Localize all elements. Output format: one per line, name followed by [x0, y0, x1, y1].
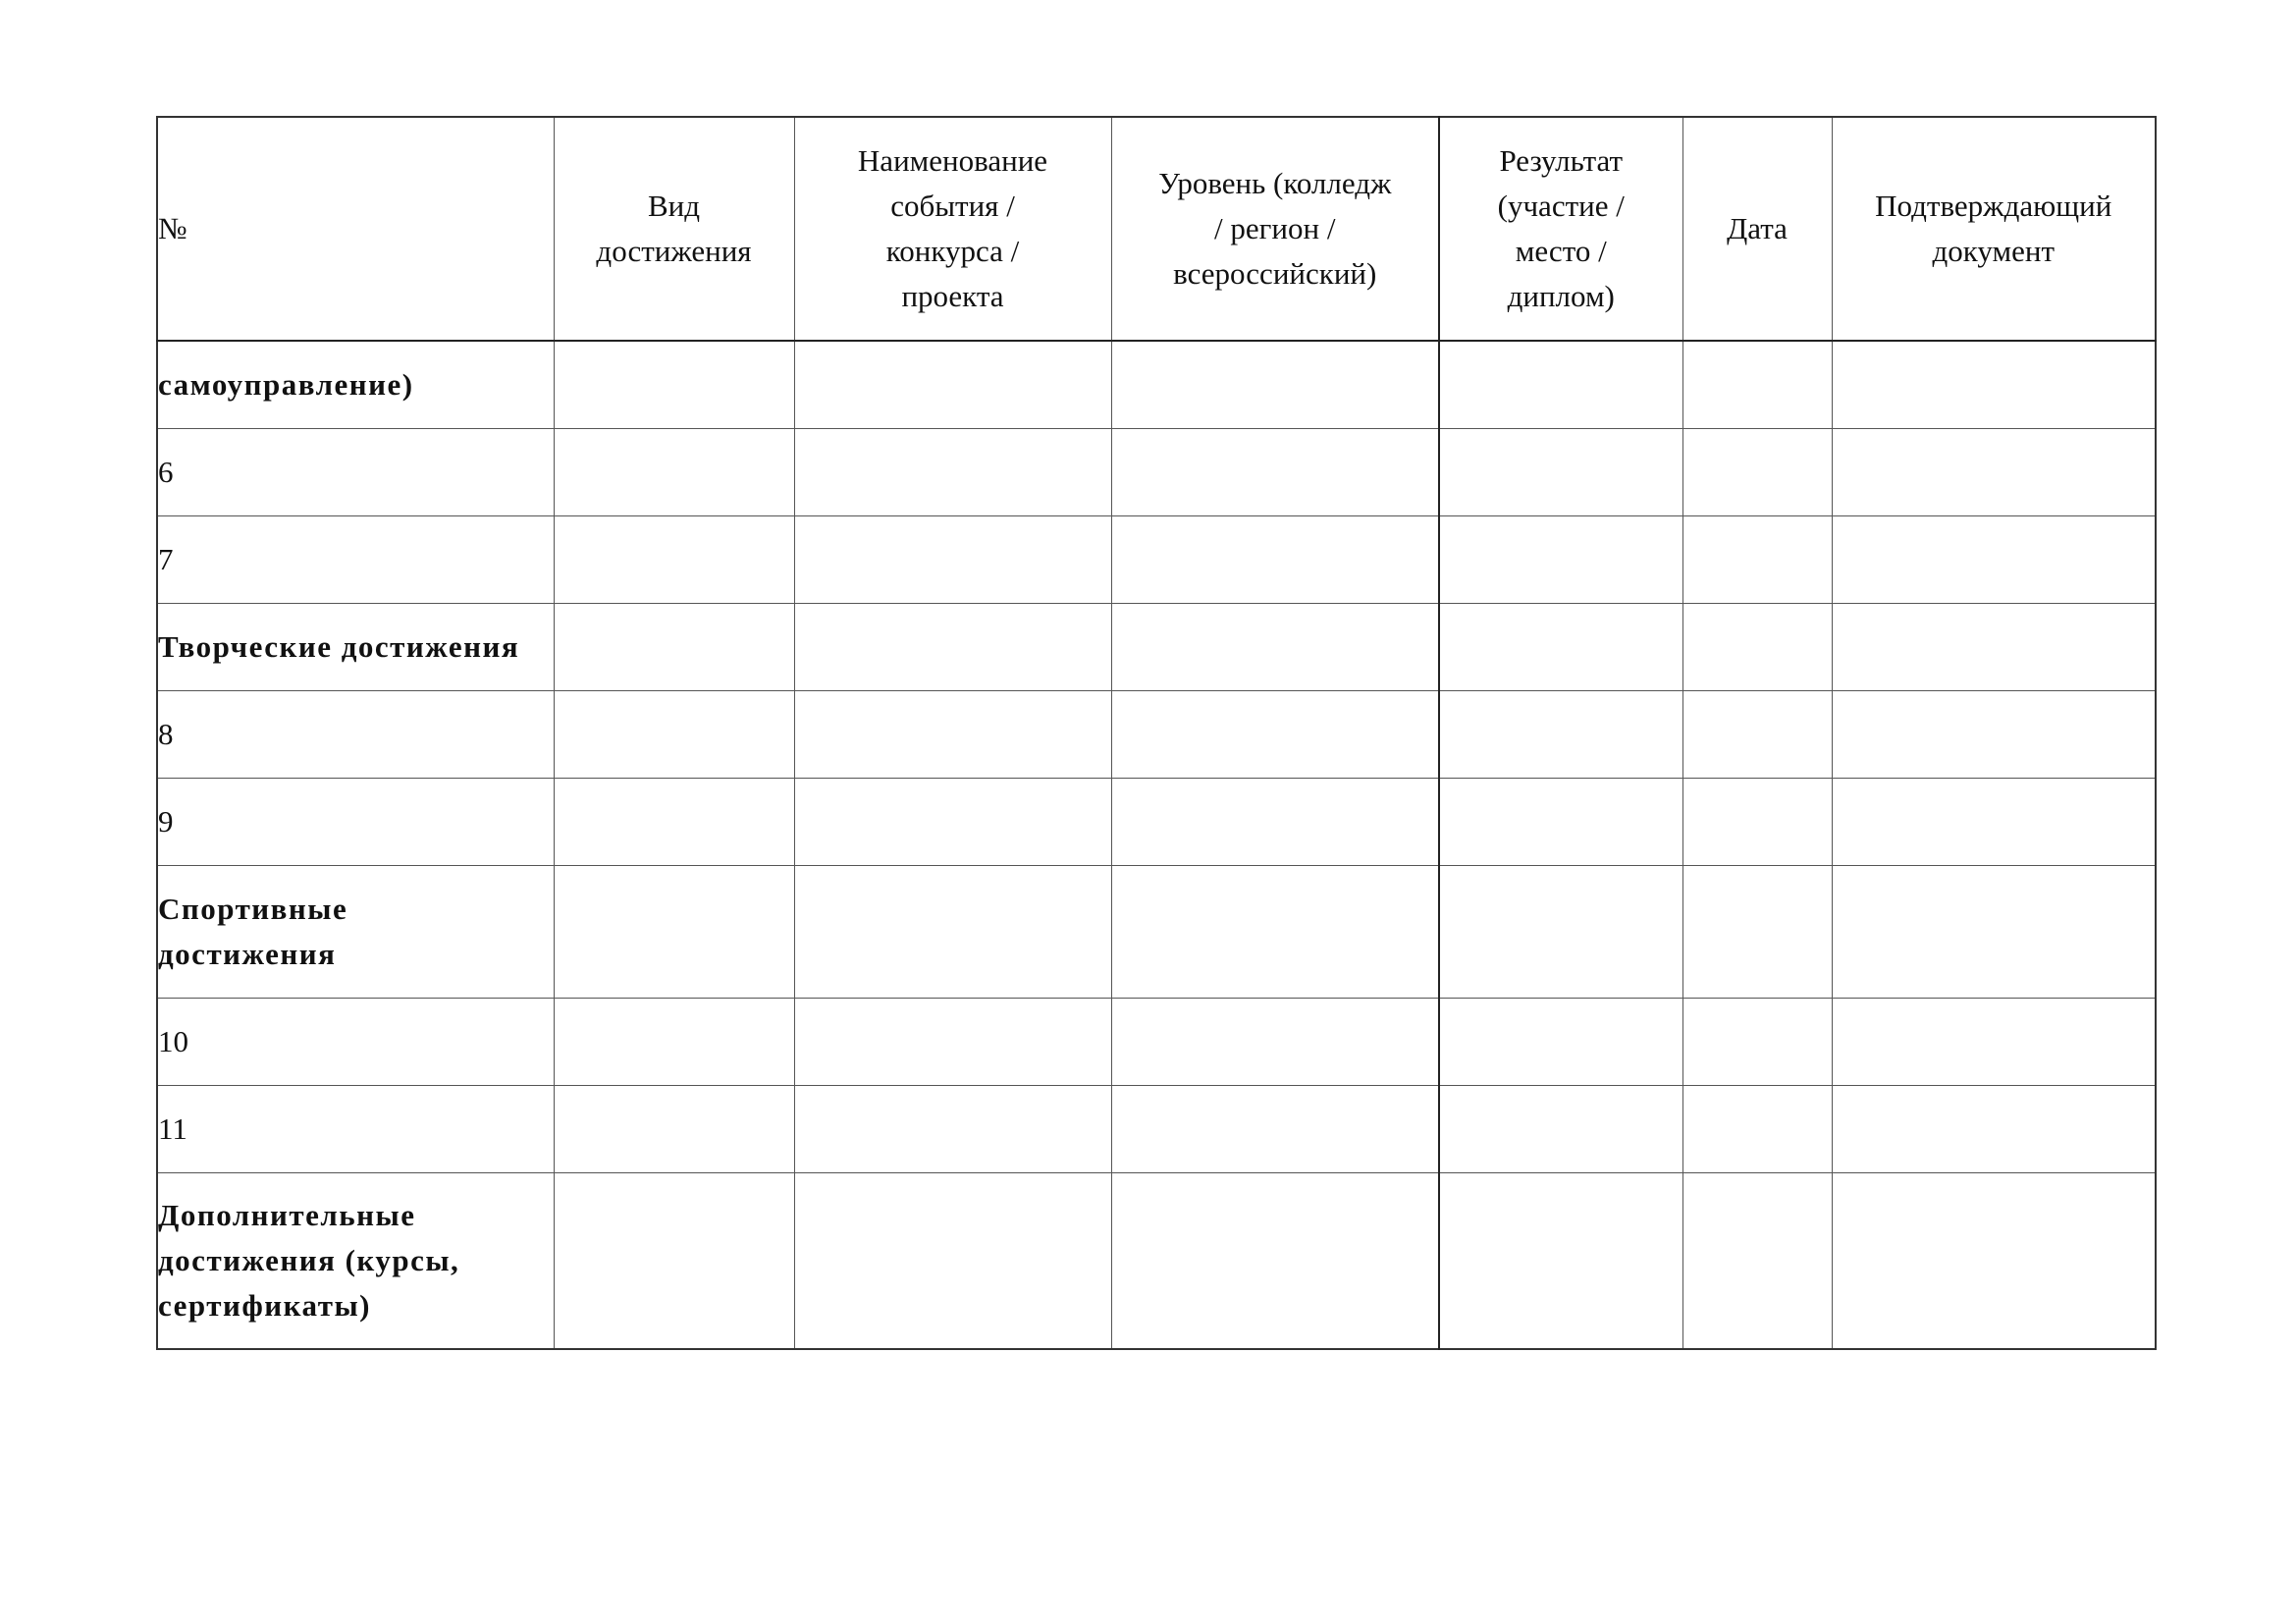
table-row	[157, 690, 2156, 778]
table-cell[interactable]	[1682, 603, 1832, 690]
table-cell[interactable]	[1832, 865, 2156, 998]
table-cell[interactable]	[1439, 603, 1682, 690]
table-cell[interactable]	[794, 998, 1111, 1085]
table-cell[interactable]	[1832, 341, 2156, 428]
table-cell[interactable]	[1682, 865, 1832, 998]
table-cell[interactable]	[1111, 778, 1439, 865]
section-label: Дополнительные достижения (курсы, сертификаты)	[157, 1172, 554, 1349]
achievements-table	[156, 116, 2157, 1350]
table-cell[interactable]	[1111, 1172, 1439, 1349]
table-cell[interactable]	[1832, 778, 2156, 865]
table-cell[interactable]	[554, 1085, 794, 1172]
section-label: Спортивные достижения	[157, 865, 554, 998]
table-cell[interactable]	[554, 690, 794, 778]
table-cell[interactable]	[1439, 865, 1682, 998]
table-cell[interactable]	[794, 1085, 1111, 1172]
row-number: 7	[157, 515, 554, 603]
header-result: Результат (участие / место / диплом)	[1439, 117, 1682, 341]
table-cell[interactable]	[554, 778, 794, 865]
table-row	[157, 865, 2156, 998]
table-cell[interactable]	[554, 341, 794, 428]
table-cell[interactable]	[1682, 515, 1832, 603]
table-cell[interactable]	[1111, 998, 1439, 1085]
table-cell[interactable]	[1439, 428, 1682, 515]
table-cell[interactable]	[1111, 1085, 1439, 1172]
table-cell[interactable]	[794, 1172, 1111, 1349]
row-number: 11	[157, 1085, 554, 1172]
table-cell[interactable]	[1682, 778, 1832, 865]
table-cell[interactable]	[1111, 515, 1439, 603]
table-cell[interactable]	[1439, 1172, 1682, 1349]
table-cell[interactable]	[1439, 1085, 1682, 1172]
table-cell[interactable]	[1832, 515, 2156, 603]
table-row	[157, 428, 2156, 515]
header-number: №	[157, 117, 554, 341]
table-cell[interactable]	[554, 515, 794, 603]
table-cell[interactable]	[1111, 865, 1439, 998]
table-cell[interactable]	[1111, 341, 1439, 428]
section-label: Творческие достижения	[157, 603, 554, 690]
table-cell[interactable]	[554, 428, 794, 515]
table-cell[interactable]	[794, 428, 1111, 515]
table-cell[interactable]	[794, 690, 1111, 778]
header-supporting-document: Подтверждающий документ	[1832, 117, 2156, 341]
table-cell[interactable]	[1439, 341, 1682, 428]
table-row	[157, 515, 2156, 603]
table-cell[interactable]	[1111, 690, 1439, 778]
table-cell[interactable]	[1832, 1085, 2156, 1172]
table-row	[157, 1085, 2156, 1172]
table-cell[interactable]	[794, 603, 1111, 690]
table-row	[157, 341, 2156, 428]
table-cell[interactable]	[554, 1172, 794, 1349]
table-cell[interactable]	[1682, 1085, 1832, 1172]
table-cell[interactable]	[1832, 1172, 2156, 1349]
table-cell[interactable]	[1111, 428, 1439, 515]
header-event-name: Наименование события / конкурса / проекта	[794, 117, 1111, 341]
table-cell[interactable]	[1832, 428, 2156, 515]
row-number: 9	[157, 778, 554, 865]
table-cell[interactable]	[1682, 428, 1832, 515]
table-row	[157, 1172, 2156, 1349]
table-cell[interactable]	[1682, 341, 1832, 428]
table-cell[interactable]	[794, 515, 1111, 603]
table-cell[interactable]	[554, 603, 794, 690]
table-cell[interactable]	[1682, 1172, 1832, 1349]
table-cell[interactable]	[1832, 603, 2156, 690]
table-cell[interactable]	[1439, 998, 1682, 1085]
table-cell[interactable]	[794, 865, 1111, 998]
table-cell[interactable]	[1832, 998, 2156, 1085]
table-cell[interactable]	[794, 778, 1111, 865]
table-row	[157, 603, 2156, 690]
table-row	[157, 778, 2156, 865]
header-level: Уровень (колледж / регион / всероссийский)	[1111, 117, 1439, 341]
table-cell[interactable]	[1439, 515, 1682, 603]
table-cell[interactable]	[1439, 690, 1682, 778]
table-row	[157, 998, 2156, 1085]
table-cell[interactable]	[794, 341, 1111, 428]
header-achievement-type: Вид достижения	[554, 117, 794, 341]
table-cell[interactable]	[1111, 603, 1439, 690]
row-number: 6	[157, 428, 554, 515]
table-cell[interactable]	[1832, 690, 2156, 778]
table-header-row	[157, 117, 2156, 341]
row-number: 8	[157, 690, 554, 778]
table-cell[interactable]	[554, 865, 794, 998]
table-cell[interactable]	[554, 998, 794, 1085]
table-cell[interactable]	[1682, 998, 1832, 1085]
section-label: самоуправление)	[157, 341, 554, 428]
header-date: Дата	[1682, 117, 1832, 341]
row-number: 10	[157, 998, 554, 1085]
table-cell[interactable]	[1439, 778, 1682, 865]
table-cell[interactable]	[1682, 690, 1832, 778]
